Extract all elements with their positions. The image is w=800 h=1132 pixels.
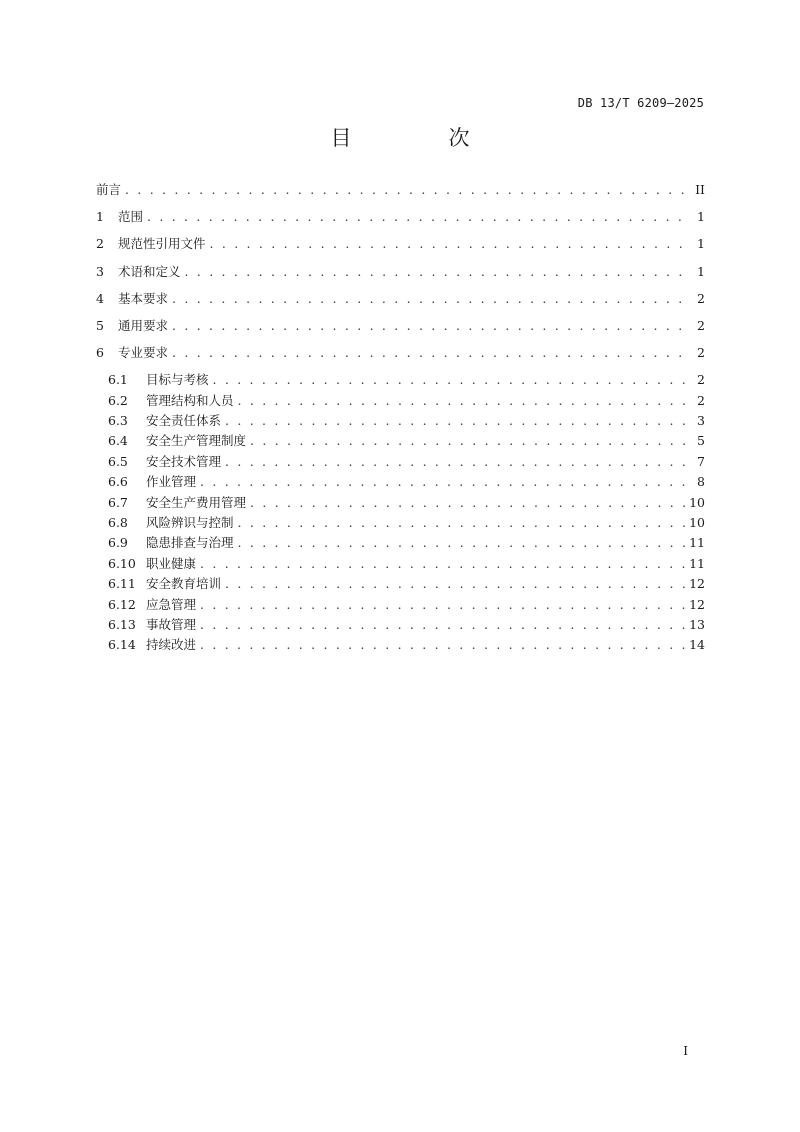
- toc-entry-label[interactable]: 安全生产管理制度: [146, 433, 247, 449]
- toc-entry-page: 8: [697, 474, 705, 490]
- toc-entry-label[interactable]: 作业管理: [146, 474, 197, 490]
- toc-entry[interactable]: [96, 289, 705, 316]
- toc-entry-label[interactable]: 安全生产费用管理: [146, 494, 247, 510]
- table-of-contents: [96, 180, 705, 656]
- toc-leader-dots: [200, 474, 691, 489]
- toc-leader-dots: [225, 576, 685, 591]
- toc-leader-dots: [200, 556, 685, 571]
- toc-leader-dots: [250, 495, 685, 510]
- toc-entry-label[interactable]: 安全技术管理: [146, 453, 222, 469]
- toc-entry-page: 5: [697, 433, 705, 449]
- toc-entry-page: 3: [697, 413, 705, 429]
- toc-entry-page: 14: [689, 637, 705, 653]
- toc-entry-number: 6.1: [108, 372, 128, 388]
- toc-entry-label[interactable]: 安全责任体系: [146, 413, 222, 429]
- toc-entry-label[interactable]: 范围: [118, 209, 144, 225]
- toc-entry-label[interactable]: 安全教育培训: [146, 576, 222, 592]
- toc-entry[interactable]: [96, 180, 705, 207]
- toc-entry-page: 2: [697, 345, 705, 361]
- toc-entry-number: 1: [96, 209, 104, 225]
- toc-entry[interactable]: [96, 615, 705, 635]
- toc-entry-number: 6.3: [108, 413, 128, 429]
- document-code: DB 13/T 6209—2025: [577, 96, 704, 110]
- toc-entry-label[interactable]: 持续改进: [146, 637, 197, 653]
- toc-entry[interactable]: [96, 554, 705, 574]
- toc-entry-label[interactable]: 前言: [96, 182, 122, 197]
- toc-entry-number: 6.11: [108, 576, 136, 592]
- toc-entry-page: II: [695, 182, 705, 197]
- toc-entry-label[interactable]: 基本要求: [118, 290, 169, 306]
- toc-entry-page: 12: [689, 596, 705, 612]
- toc-entry-number: 6.2: [108, 392, 128, 408]
- toc-entry-page: 1: [697, 263, 705, 279]
- toc-entry[interactable]: [96, 493, 705, 513]
- toc-leader-dots: [200, 637, 685, 652]
- toc-entry-number: 6.14: [108, 637, 136, 653]
- toc-leader-dots: [172, 318, 691, 333]
- toc-leader-dots: [210, 236, 691, 251]
- toc-entry-label[interactable]: 规范性引用文件: [118, 236, 206, 252]
- toc-leader-dots: [238, 535, 686, 550]
- toc-entry-label[interactable]: 职业健康: [146, 555, 197, 571]
- toc-entry[interactable]: [96, 472, 705, 492]
- toc-entry-number: 6.10: [108, 555, 136, 571]
- toc-entry[interactable]: [96, 391, 705, 411]
- toc-leader-dots: [238, 393, 691, 408]
- toc-entry-number: 6.5: [108, 453, 128, 469]
- toc-entry-label[interactable]: 通用要求: [118, 317, 169, 333]
- toc-entry-label[interactable]: 术语和定义: [118, 263, 181, 279]
- toc-leader-dots: [185, 264, 691, 279]
- toc-entry[interactable]: [96, 533, 705, 553]
- toc-leader-dots: [225, 454, 691, 469]
- toc-leader-dots: [172, 345, 691, 360]
- toc-entry-number: 6.13: [108, 617, 136, 632]
- toc-entry[interactable]: [96, 574, 705, 594]
- toc-entry-page: 2: [697, 290, 705, 306]
- toc-leader-dots: [250, 433, 691, 448]
- toc-leader-dots: [172, 291, 691, 306]
- toc-leader-dots: [225, 413, 691, 428]
- toc-entry-number: 6.8: [108, 515, 128, 531]
- toc-entry-label[interactable]: 风险辨识与控制: [146, 515, 234, 531]
- toc-entry-number: 6.9: [108, 535, 128, 551]
- toc-entry-number: 6.12: [108, 596, 136, 612]
- toc-entry-number: 5: [96, 317, 104, 333]
- toc-entry-label[interactable]: 应急管理: [146, 596, 197, 612]
- toc-entry-label[interactable]: 隐患排查与治理: [146, 535, 234, 551]
- toc-entry-number: 3: [96, 263, 104, 279]
- toc-entry-number: 6.4: [108, 433, 128, 449]
- toc-entry[interactable]: [96, 370, 705, 390]
- toc-entry-number: 6.6: [108, 474, 128, 490]
- toc-entry-number: 6: [96, 345, 104, 361]
- toc-leader-dots: [125, 182, 691, 197]
- toc-entry[interactable]: [96, 234, 705, 261]
- toc-entry-page: 11: [689, 535, 705, 551]
- toc-entry[interactable]: [96, 452, 705, 472]
- toc-entry[interactable]: [96, 431, 705, 451]
- toc-entry[interactable]: [96, 207, 705, 234]
- toc-entry[interactable]: [96, 343, 705, 370]
- toc-entry-label[interactable]: 目标与考核: [146, 372, 209, 388]
- toc-entry-page: 2: [697, 317, 705, 333]
- toc-entry-page: 11: [689, 555, 705, 571]
- toc-entry-page: 1: [697, 236, 705, 252]
- toc-entry[interactable]: [96, 262, 705, 289]
- page-number: I: [683, 1044, 688, 1058]
- toc-entry-number: 6.7: [108, 494, 128, 510]
- toc-entry[interactable]: [96, 635, 705, 655]
- toc-entry-label[interactable]: 事故管理: [146, 617, 197, 632]
- toc-entry[interactable]: [96, 411, 705, 431]
- toc-entry-label[interactable]: 专业要求: [118, 345, 169, 361]
- toc-leader-dots: [213, 372, 691, 387]
- toc-entry-page: 2: [697, 372, 705, 388]
- toc-entry[interactable]: [96, 316, 705, 343]
- toc-entry-number: 4: [96, 290, 104, 306]
- toc-leader-dots: [200, 617, 685, 632]
- toc-entry-page: 10: [689, 515, 705, 531]
- toc-entry-page: 1: [697, 209, 705, 225]
- toc-entry-page: 10: [689, 494, 705, 510]
- toc-entry-page: 7: [697, 453, 705, 469]
- toc-entry[interactable]: [96, 513, 705, 533]
- toc-title: 目 次: [330, 126, 508, 150]
- toc-leader-dots: [200, 597, 685, 612]
- toc-entry-label[interactable]: 管理结构和人员: [146, 392, 234, 408]
- toc-leader-dots: [238, 515, 686, 530]
- toc-entry-page: 2: [697, 392, 705, 408]
- toc-entry-page: 12: [689, 576, 705, 592]
- toc-entry[interactable]: [96, 595, 705, 615]
- toc-leader-dots: [147, 209, 691, 224]
- toc-entry-page: 13: [689, 617, 705, 632]
- toc-entry-number: 2: [96, 236, 104, 252]
